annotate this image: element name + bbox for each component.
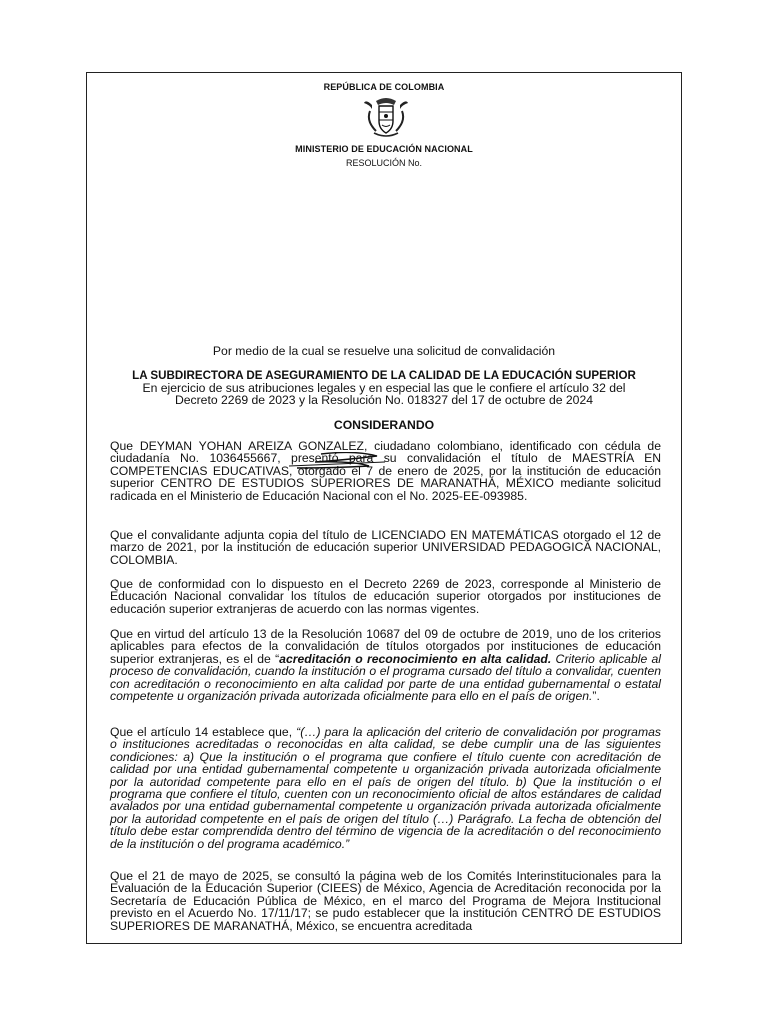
- paragraph-prior-degree: Que el convalidante adjunta copia del título de LICENCIADO EN MATEMÁTICAS otorgado el 12 de marzo de 2021, por la institución de educación superior UNIVERSIDAD PEDAGOGICA NACIONAL, COLOMBIA.: [110, 528, 661, 567]
- coat-of-arms-icon: [362, 95, 410, 139]
- criterion-italic-text: Criterio aplicable al proceso de convalidación, cuando la institución o el programa cursado del título a convalidar, cuenten con acreditación o reconocimiento en alta calidad por parte de una entidad gubernamental o estatal competente u organización privada autorizada oficialmente para ello en el país de origen.: [110, 651, 662, 704]
- country-heading: REPÚBLICA DE COLOMBIA: [323, 82, 445, 92]
- paragraph-article-14: Que el artículo 14 establece que, “(…) para la aplicación del criterio de convalidación por programas o instituciones acreditadas o reconocidas en alta calidad, se debe cumplir una de las siguientes condiciones: a) Que la institución o el programa que confiere el título cuente con acreditación de calidad por una entidad gubernamental competente u organización privada autorizada oficialmente por la autoridad competente para ello en el país de origen del título. b) Que la institución o el programa que confiere el título, cuenten con un reconocimiento oficial de altos estándares de calidad avalados por una entidad gubernamental competente u organización privada autorizada oficialmente por la autoridad competente en el país de origen del título (…) Parágrafo. La fecha de obtención del título debe estar comprendida dentro del término de vigencia de la acreditación o del reconocimiento de la institución o del programa académico.”: [110, 725, 661, 851]
- paragraph-applicant-text-a: Que DEYMAN YOHAN AREIZA GONZALEZ, ciudadano colombiano, identificado con cédula de ciudadanía No.: [110, 439, 661, 466]
- paragraph-ciees-consultation: Que el 21 de mayo de 2025, se consultó la página web de los Comités Interinstitucionales para la Evaluación de la Educación Superior (CIEES) de México, Agencia de Acreditación reconocida por la Secretaría de Educación Pública de México, en el marco del Programa de Mejora Institucional previsto en el Acuerdo No. 17/11/17; se pudo establecer que la institución CENTRO DE ESTUDIOS SUPERIORES DE MARANATHÁ, México, se encuentra acreditada: [110, 869, 661, 933]
- criterion-bold-text: acreditación o reconocimiento en alta calidad.: [279, 651, 552, 666]
- document-page: [86, 72, 682, 944]
- paragraph-applicant-text-b: , presentó para su convalidación el título de MAESTRÍA EN COMPETENCIAS EDUCATIVAS, otorgado el 7 de enero de 2025, por la institución de educación superior CENTRO DE ESTUDIOS SUPERIORES DE MARANATHÁ, MÉXICO mediante solicitud radicada en el Ministerio de Educación Nacional con el No. 2025-EE-093985.: [110, 451, 661, 503]
- authority-line-1: En ejercicio de sus atribuciones legales y en especial las que le confiere el artículo 32 del: [142, 381, 626, 395]
- article-14-quote: “(…) para la aplicación del criterio de convalidación por programas o instituciones acreditadas o reconocidas en alta calidad, se debe cumplir una de las siguientes condiciones: a) Que la institución o el programa que confiere el título cuente con acreditación de calidad por una entidad gubernamental competente u organización privada autorizada oficialmente por la autoridad competente para ello en el país de origen del título. b) Que la institución o el programa que confiere el título, cuenten con un reconocimiento oficial de altos estándares de calidad avalados por una entidad gubernamental competente u organización privada autorizada oficialmente por la autoridad competente en el país de origen del título (…) Parágrafo. La fecha de obtención del título debe estar comprendida dentro del término de vigencia de la acreditación o del reconocimiento de la institución o del programa académico.”: [110, 725, 661, 851]
- applicant-id-number: 1036455667: [209, 451, 278, 466]
- paragraph-article-13: Que en virtud del artículo 13 de la Resolución 10687 del 09 de octubre de 2019, uno de los criterios aplicables para efectos de la convalidación de títulos otorgados por instituciones de educación superior extranjeras, es el de “acreditación o reconocimiento en alta calidad. Criterio aplicable al proceso de convalidación, cuando la institución o el programa cursado del título a convalidar, cuenten con acreditación o reconocimiento en alta calidad por parte de una entidad gubernamental o estatal competente u organización privada autorizada oficialmente para ello en el país de origen.”.: [110, 627, 662, 704]
- paragraph-decree: Que de conformidad con lo dispuesto en el Decreto 2269 de 2023, corresponde al Ministerio de Educación Nacional convalidar los títulos de educación superior otorgados por instituciones de educación superior extranjeras de acuerdo con las normas vigentes.: [110, 577, 661, 616]
- resolution-number: RESOLUCIÓN No.: [345, 158, 423, 168]
- authority-line-2: Decreto 2269 de 2023 y la Resolución No. 018327 del 17 de octubre de 2024: [174, 393, 594, 407]
- authority-title: LA SUBDIRECTORA DE ASEGURAMIENTO DE LA CALIDAD DE LA EDUCACIÓN SUPERIOR: [132, 369, 636, 382]
- considerando-heading: CONSIDERANDO: [333, 418, 435, 432]
- ministry-heading: MINISTERIO DE EDUCACIÓN NACIONAL: [295, 144, 473, 154]
- paragraph-applicant: [110, 440, 661, 502]
- resolution-subject: Por medio de la cual se resuelve una solicitud de convalidación: [212, 344, 556, 358]
